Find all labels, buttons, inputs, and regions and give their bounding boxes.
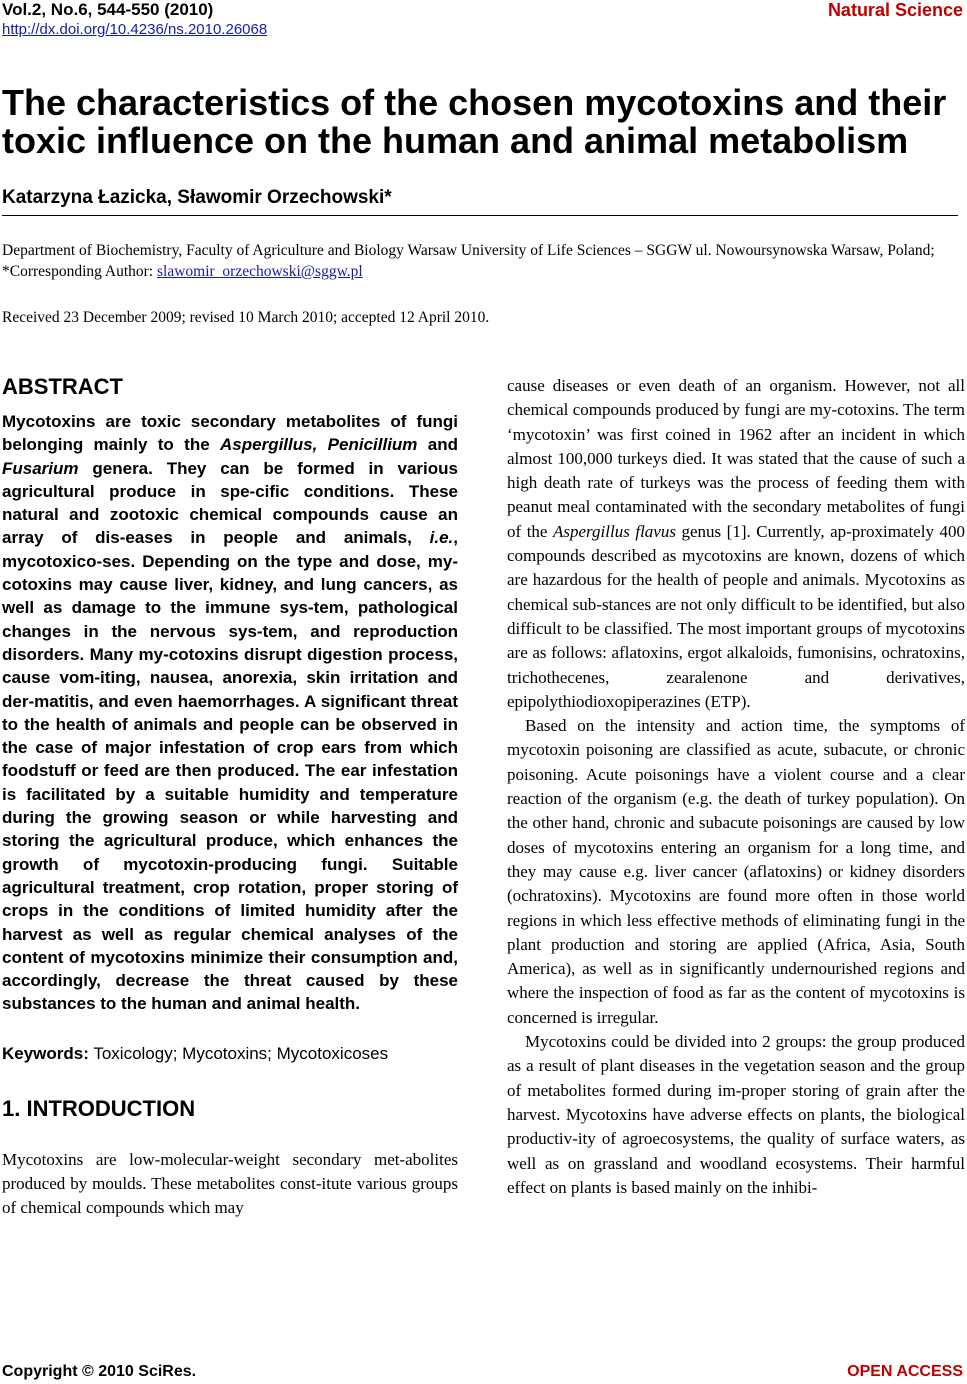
header-divider [2, 215, 958, 216]
copyright-notice: Copyright © 2010 SciRes. [2, 1363, 197, 1380]
doi-link[interactable]: http://dx.doi.org/10.4236/ns.2010.26068 [2, 21, 268, 38]
abstract-genus-aspergillus: Aspergillus, Penicillium [220, 435, 418, 455]
affiliation [2, 240, 964, 282]
received-dates: Received 23 December 2009; revised 10 March 2010; accepted 12 April 2010. [2, 309, 490, 326]
keywords-list: Toxicology; Mycotoxins; Mycotoxicoses [88, 1043, 389, 1063]
abstract-text: Mycotoxins are toxic secondary metabolites of fungi belonging mainly to the Aspergillus, Penicillium and Fusarium genera. They can be formed in various agricultural produce in spe-cific conditions. These natural and zootoxic chemical compounds cause an array of dis-eases in people and animals, i.e., mycotoxico-ses. Depending on the type and dose, my-cotoxins may cause liver, kidney, and lung cancers, as well as damage to the immune sys-tem, pathological changes in the nervous sys-tem, and reproduction disorders. Many my-cotoxins disrupt digestion process, cause vom-iting, nausea, anorexia, skin irritation and der-matitis, and even haemorrhages. A significant threat to the health of animals and people can be observed in the case of major infestation of crop ears from which foodstuff or feed are then produced. The ear infestation is facilitated by a suitable humidity and temperature during the growing season or while harvesting and storing the agricultural produce, which enhances the growth of mycotoxin-producing fungi. Suitable agricultural treatment, crop rotation, proper storing of crops in the conditions of limited humidity after the harvest as well as regular chemical analyses of the content of mycotoxins minimize their consumption and, accordingly, decrease the threat caused by these substances to the human and animal health. [2, 412, 458, 1014]
affiliation-text: Department of Biochemistry, Faculty of Agriculture and Biology Warsaw University of Life Sciences – SGGW ul. Nowoursynowska Warsaw, Poland; *Corresponding Author: [2, 242, 935, 280]
species-aspergillus-flavus: Aspergillus flavus [553, 521, 676, 541]
abstract-heading: ABSTRACT [2, 374, 123, 399]
abstract-genus-fusarium: Fusarium [2, 458, 79, 478]
keywords-label: Keywords: [2, 1043, 89, 1063]
introduction-heading: 1. INTRODUCTION [2, 1095, 196, 1121]
right-column [507, 374, 965, 1200]
introduction-paragraph: Mycotoxins are low-molecular-weight secondary met-abolites produced by moulds. These metabolites const-itute various groups of chemical compounds which may [2, 1149, 458, 1218]
abstract-ie: i.e. [429, 528, 454, 548]
right-paragraph-1: cause diseases or even death of an organism. However, not all chemical compounds produced by fungi are my-cotoxins. The term ‘mycotoxin’ was first coined in 1962 after an incident in which almost 100,000 turkeys died. It was stated that the cause of such a high death rate of turkeys was the process of feeding them with peanut meal contaminated with the secondary metabolites of fungi of the Aspergillus flavus genus [1]. Currently, ap-proximately 400 compounds described as mycotoxins are known, dozens of which are hazardous for the health of people and animals. Mycotoxins as chemical sub-stances are not only difficult to be identified, but also difficult to be classified. The most important groups of mycotoxins are as follows: aflatoxins, ergot alkaloids, fumonisins, ochratoxins, trichothecenes, zearalenone and derivatives, epipolythiodioxopiperazines (ETP). [507, 376, 965, 711]
left-column [2, 372, 458, 1221]
journal-name: Natural Science [827, 0, 963, 20]
paper-title: The characteristics of the chosen mycotoxins and their toxic influence on the human and animal metabolism [2, 82, 947, 161]
keywords [2, 1042, 458, 1066]
author-list: Katarzyna Łazicka, Sławomir Orzechowski* [2, 187, 392, 208]
right-paragraph-3: Mycotoxins could be divided into 2 groups: the group produced as a result of plant diseases in the vegetation season and the group of metabolites formed during im-proper storing of grain after the harvest. Mycotoxins have adverse effects on plants, the biological productiv-ity of agroecosystems, the quality of surface waters, as well as on grassland and woodland ecosystems. Their harmful effect on plants is based mainly on the inhibi- [507, 1032, 965, 1197]
corresponding-email-link[interactable]: slawomir_orzechowski@sggw.pl [157, 263, 363, 280]
journal-volume-info: Vol.2, No.6, 544-550 (2010) [2, 0, 214, 19]
right-paragraph-2: Based on the intensity and action time, the symptoms of mycotoxin poisoning are classified as acute, subacute, or chronic poisoning. Acute poisonings have a violent course and a clear reaction of the organism (e.g. the death of turkey population). On the other hand, chronic and subacute poisonings are caused by low doses of mycotoxins entering an organism for a long time, and they may cause e.g. liver cancer (aflatoxins) or kidney disorders (ochratoxins). Mycotoxins are found more often in those world regions in which less effective methods of eliminating fungi in the plant production and storing are applied (Africa, Asia, South America), as well as in significantly undernourished regions and where the inspection of food as far as the content of mycotoxins is concerned is irregular. [507, 716, 965, 1027]
open-access-label: OPEN ACCESS [847, 1363, 963, 1380]
